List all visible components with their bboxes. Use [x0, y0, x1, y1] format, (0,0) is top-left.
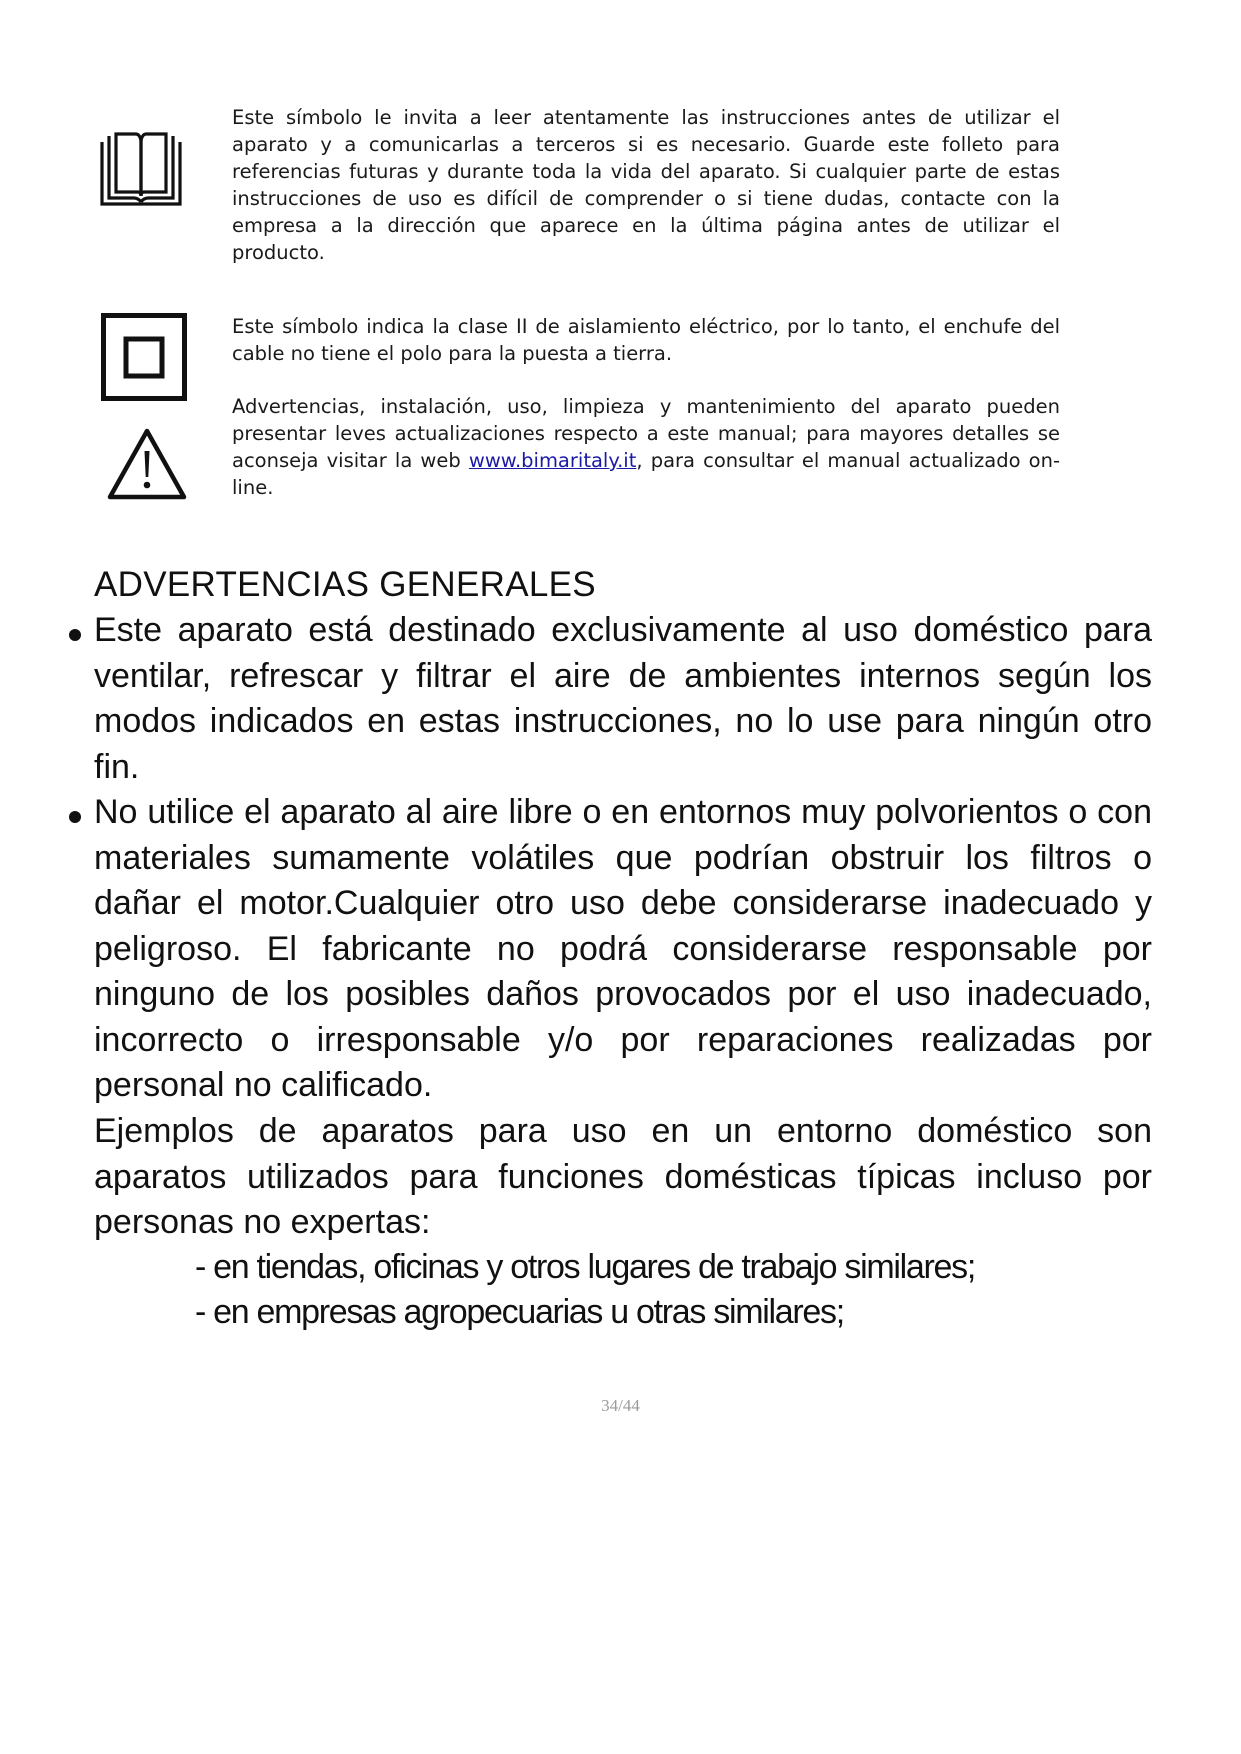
bullet-text-domestic-use: Este aparato está destinado exclusivamente al uso doméstico para ventilar, refrescar y filtrar el aire de ambientes internos según los modos indicados en estas instrucciones, no lo use para ningún otro fin. [94, 611, 1152, 786]
bullet-text-outdoor-warning: No utilice el aparato al aire libre o en entornos muy polvorientos o con materiales sumamente volátiles que podrían obstruir los filtros o dañar el motor.Cualquier otro uso debe considerarse inadecuado y peligroso. El fabricante no podrá considerarse responsable por ninguno de los posibles daños provocados por el uso inadecuado, incorrecto o irresponsable y/o por reparaciones realizadas por personal no calificado. [94, 793, 1152, 1104]
updates-notice [232, 393, 1060, 501]
open-book-icon [100, 132, 182, 208]
manual-website-link[interactable]: www.bimaritaly.it [468, 449, 637, 472]
examples-intro: Ejemplos de aparatos para uso en un entorno doméstico son aparatos utilizados para funciones domésticas típicas incluso por personas no expertas: [94, 1112, 1152, 1241]
updates-text-after-link: , para consultar el manual actualizado on-line. [232, 449, 1060, 499]
example-item-farms: - en empresas agropecuarias u otras similares; [195, 1293, 844, 1331]
list-item [94, 608, 1152, 790]
page-number: 34/44 [601, 1396, 640, 1415]
example-item-shops: - en tiendas, oficinas y otros lugares de trabajo similares; [195, 1248, 975, 1286]
section-heading: ADVERTENCIAS GENERALES [94, 565, 596, 604]
double-square-class-ii-icon [101, 313, 187, 401]
class-ii-notice: Este símbolo indica la clase II de aislamiento eléctrico, por lo tanto, el enchufe del cable no tiene el polo para la puesta a tierra. [232, 315, 1060, 365]
updates-text-before-link: Advertencias, instalación, uso, limpieza y mantenimiento del aparato pueden presentar leves actualizaciones respecto a este manual; para mayores detalles se aconseja visitar la web [232, 395, 1060, 472]
read-instructions-notice: Este símbolo le invita a leer atentamente las instrucciones antes de utilizar el aparato y a comunicarlas a terceros si es necesario. Guarde este folleto para referencias futuras y durante toda la vida del aparato. Si cualquier parte de estas instrucciones de uso es difícil de comprender o si tiene dudas, contacte con la empresa a la dirección que aparece en la última página antes de utilizar el producto. [232, 106, 1060, 264]
bullet-icon [69, 811, 81, 823]
warning-triangle-icon [106, 427, 188, 502]
list-item [94, 790, 1152, 1109]
bullet-icon [69, 629, 81, 641]
